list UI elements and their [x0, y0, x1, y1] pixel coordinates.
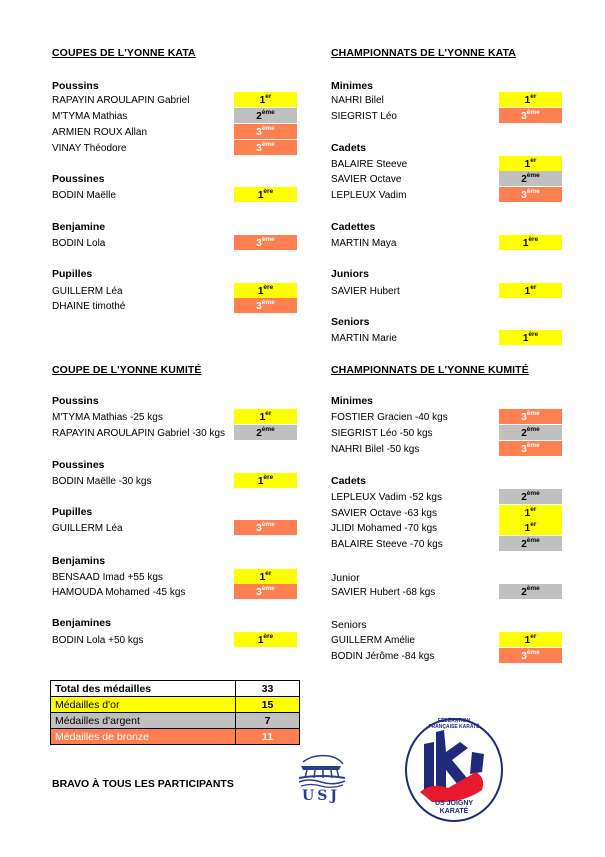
athlete-name: NAHRI Bilel	[331, 95, 384, 106]
medal-badge: 1er	[499, 632, 562, 647]
athlete-name: SAVIER Octave -63 kgs	[331, 508, 437, 519]
group-title-minimes: Minimes	[331, 395, 374, 407]
group-title-poussines: Poussines	[52, 459, 105, 471]
medal-badge: 3ème	[234, 584, 297, 599]
group-title-cadets: Cadets	[331, 142, 367, 154]
group-title-pupilles: Pupilles	[52, 268, 93, 280]
table-row	[51, 713, 300, 729]
medal-badge: 1er	[499, 92, 562, 107]
medal-badge: 3ème	[499, 441, 562, 456]
group-title-poussines: Poussines	[52, 173, 105, 185]
bravo-message: BRAVO À TOUS LES PARTICIPANTS	[52, 778, 234, 790]
medal-badge: 1er	[234, 409, 297, 424]
silver-value: 7	[236, 713, 300, 729]
medal-badge: 3ème	[499, 648, 562, 663]
athlete-name: SAVIER Hubert	[331, 286, 400, 297]
athlete-name: MARTIN Maya	[331, 238, 397, 249]
group-title-benjamines: Benjamines	[52, 617, 111, 629]
group-title-junior: Junior	[331, 572, 360, 584]
ffk-header-text: FÉDÉRATION FRANÇAISE KARATÉ	[428, 718, 480, 730]
athlete-name: VINAY Théodore	[52, 143, 127, 154]
athlete-name: DHAINE timothé	[52, 301, 126, 312]
athlete-name: RAPAYIN AROULAPIN Gabriel -30 kgs	[52, 428, 226, 439]
group-title-benjamine: Benjamine	[52, 221, 106, 233]
athlete-name: MARTIN Marie	[331, 333, 397, 344]
medal-badge: 2ème	[499, 536, 562, 551]
medal-badge: 1ère	[234, 473, 297, 488]
medal-badge: 2ème	[499, 171, 562, 186]
medal-badge: 1er	[234, 92, 297, 107]
medal-badge: 2ème	[499, 425, 562, 440]
medal-badge: 1ère	[234, 283, 297, 298]
athlete-name: GUILLERM Amélie	[331, 635, 415, 646]
medal-badge: 2ème	[234, 425, 297, 440]
medal-badge: 3ème	[234, 140, 297, 155]
club-name-text: US JOIGNY KARATÉ	[434, 800, 474, 815]
athlete-name: BODIN Jérôme -84 kgs	[331, 651, 435, 662]
medal-badge: 1er	[499, 283, 562, 298]
usj-logo	[295, 752, 347, 810]
athlete-name: M'TYMA Mathias	[52, 111, 128, 122]
medal-badge: 2ème	[499, 584, 562, 599]
usj-logo-text: USJ	[302, 788, 340, 804]
medal-badge: 1ère	[234, 632, 297, 647]
athlete-name: RAPAYIN AROULAPIN Gabriel	[52, 95, 190, 106]
bronze-label: Médailles de bronze	[51, 729, 236, 745]
athlete-name: LEPLEUX Vadim	[331, 190, 407, 201]
bronze-value: 11	[236, 729, 300, 745]
medal-badge: 1er	[234, 569, 297, 584]
athlete-name: BODIN Lola +50 kgs	[52, 635, 144, 646]
athlete-name: GUILLERM Léa	[52, 523, 123, 534]
medal-badge: 1ère	[499, 330, 562, 345]
athlete-name: LEPLEUX Vadim -52 kgs	[331, 492, 442, 503]
athlete-name: BODIN Maëlle	[52, 190, 116, 201]
athlete-name: SAVIER Octave	[331, 174, 402, 185]
championnat-kata-title: CHAMPIONNATS DE L'YONNE KATA	[331, 47, 516, 59]
championnat-kumite-title: CHAMPIONNATS DE L'YONNE KUMITÉ	[331, 364, 529, 376]
group-title-cadets: Cadets	[331, 475, 367, 487]
medal-badge: 3ème	[499, 108, 562, 123]
medal-badge: 3ème	[234, 124, 297, 139]
table-row	[51, 697, 300, 713]
athlete-name: SAVIER Hubert -68 kgs	[331, 587, 436, 598]
coupe-kata-title: COUPES DE L'YONNE KATA	[52, 47, 196, 59]
athlete-name: NAHRI Bilel -50 kgs	[331, 444, 420, 455]
athlete-name: BENSAAD Imad +55 kgs	[52, 572, 163, 583]
medal-badge: 3ème	[499, 409, 562, 424]
group-title-poussins: Poussins	[52, 80, 99, 92]
group-title-juniors: Juniors	[331, 268, 369, 280]
athlete-name: SIEGRIST Léo -50 kgs	[331, 428, 433, 439]
medal-badge: 1er	[499, 520, 562, 535]
athlete-name: FOSTIER Gracien -40 kgs	[331, 412, 448, 423]
medal-badge: 2ème	[499, 489, 562, 504]
total-label: Total des médailles	[51, 681, 236, 697]
athlete-name: BODIN Maëlle -30 kgs	[52, 476, 152, 487]
medal-badge: 3ème	[499, 187, 562, 202]
gold-label: Médailles d'or	[51, 697, 236, 713]
table-row	[51, 729, 300, 745]
group-title-cadettes: Cadettes	[331, 221, 376, 233]
table-row	[51, 681, 300, 697]
athlete-name: JLIDI Mohamed -70 kgs	[331, 523, 438, 534]
athlete-name: M'TYMA Mathias -25 kgs	[52, 412, 163, 423]
athlete-name: GUILLERM Léa	[52, 286, 123, 297]
group-title-seniors: Seniors	[331, 619, 367, 631]
group-title-seniors: Seniors	[331, 316, 370, 328]
group-title-pupilles: Pupilles	[52, 506, 93, 518]
medal-totals-table	[50, 680, 300, 745]
athlete-name: BODIN Lola	[52, 238, 106, 249]
medal-badge: 1er	[499, 505, 562, 520]
group-title-minimes: Minimes	[331, 80, 374, 92]
ffk-karate-logo	[402, 712, 506, 824]
medal-badge: 3ème	[234, 235, 297, 250]
athlete-name: BALAIRE Steeve	[331, 159, 408, 170]
medal-badge: 3ème	[234, 298, 297, 313]
medal-badge: 3ème	[234, 520, 297, 535]
athlete-name: BALAIRE Steeve -70 kgs	[331, 539, 443, 550]
medal-badge: 1er	[499, 156, 562, 171]
gold-value: 15	[236, 697, 300, 713]
coupe-kumite-title: COUPE DE L'YONNE KUMITÉ	[52, 364, 202, 376]
medal-badge: 2ème	[234, 108, 297, 123]
medal-badge: 1ère	[234, 187, 297, 202]
silver-label: Médailles d'argent	[51, 713, 236, 729]
group-title-poussins: Poussins	[52, 395, 99, 407]
medal-badge: 1ère	[499, 235, 562, 250]
athlete-name: HAMOUDA Mohamed -45 kgs	[52, 587, 186, 598]
athlete-name: ARMIEN ROUX Allan	[52, 127, 148, 138]
athlete-name: SIEGRIST Léo	[331, 111, 397, 122]
total-value: 33	[236, 681, 300, 697]
group-title-benjamins: Benjamins	[52, 555, 106, 567]
